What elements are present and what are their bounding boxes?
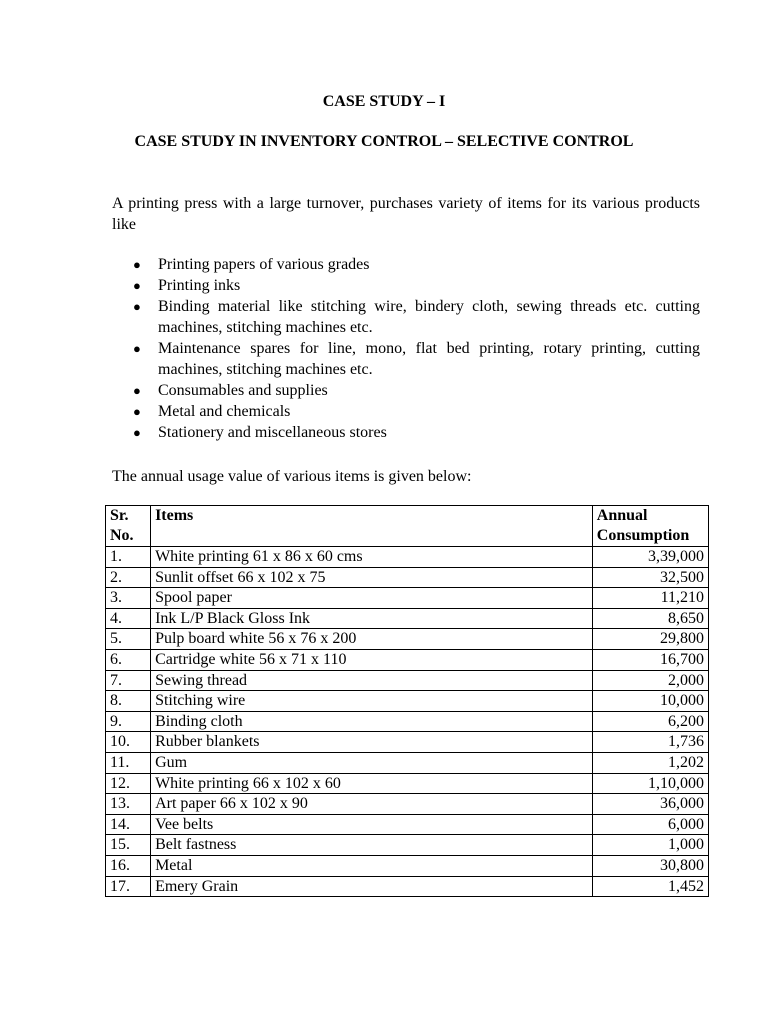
row-sr-no: 1. — [106, 547, 151, 568]
row-item-name: Sunlit offset 66 x 102 x 75 — [151, 567, 593, 588]
usage-intro: The annual usage value of various items is given below: — [112, 468, 472, 485]
bullet-icon: ● — [133, 299, 141, 314]
bullet-text: Maintenance spares for line, mono, flat bed printing, rotary printing, cutting machines, stitching machines etc. — [158, 340, 700, 378]
table-header-row — [106, 506, 709, 547]
bullet-icon: ● — [133, 425, 141, 440]
row-sr-no: 13. — [106, 794, 151, 815]
row-item-name: Pulp board white 56 x 76 x 200 — [151, 629, 593, 650]
row-sr-no: 11. — [106, 752, 151, 773]
bullet-text: Printing papers of various grades — [158, 256, 370, 273]
table-row — [106, 608, 709, 629]
bullet-icon: ● — [133, 404, 141, 419]
table-row — [106, 547, 709, 568]
table-row — [106, 835, 709, 856]
header-sr-no: Sr. No. — [106, 506, 151, 547]
row-item-name: Vee belts — [151, 814, 593, 835]
row-sr-no: 8. — [106, 691, 151, 712]
bullet-text: Consumables and supplies — [158, 382, 328, 399]
row-item-name: Rubber blankets — [151, 732, 593, 753]
row-annual-consumption: 1,736 — [592, 732, 708, 753]
annual-usage-table — [105, 505, 709, 897]
row-annual-consumption: 30,800 — [592, 855, 708, 876]
bullet-icon: ● — [133, 278, 141, 293]
bullet-item — [112, 275, 700, 296]
row-sr-no: 7. — [106, 670, 151, 691]
row-sr-no: 17. — [106, 876, 151, 897]
row-sr-no: 10. — [106, 732, 151, 753]
row-annual-consumption: 16,700 — [592, 649, 708, 670]
table-row — [106, 629, 709, 650]
case-study-subtitle: CASE STUDY IN INVENTORY CONTROL – SELECTIVE CONTROL — [134, 133, 634, 150]
row-annual-consumption: 1,202 — [592, 752, 708, 773]
row-sr-no: 2. — [106, 567, 151, 588]
bullet-text: Printing inks — [158, 277, 241, 294]
bullet-icon: ● — [133, 257, 141, 272]
row-sr-no: 14. — [106, 814, 151, 835]
bullet-icon: ● — [133, 341, 141, 356]
row-annual-consumption: 8,650 — [592, 608, 708, 629]
row-annual-consumption: 11,210 — [592, 588, 708, 609]
table-row — [106, 773, 709, 794]
bullet-item — [112, 296, 700, 338]
row-annual-consumption: 1,452 — [592, 876, 708, 897]
table-row — [106, 732, 709, 753]
row-sr-no: 12. — [106, 773, 151, 794]
table-row — [106, 814, 709, 835]
row-sr-no: 16. — [106, 855, 151, 876]
case-study-title: CASE STUDY – I — [322, 93, 446, 110]
row-sr-no: 15. — [106, 835, 151, 856]
table-row — [106, 711, 709, 732]
row-item-name: Metal — [151, 855, 593, 876]
bullet-text: Stationery and miscellaneous stores — [158, 424, 387, 441]
table-row — [106, 691, 709, 712]
bullet-icon: ● — [133, 383, 141, 398]
row-annual-consumption: 2,000 — [592, 670, 708, 691]
table-row — [106, 649, 709, 670]
bullet-item — [112, 254, 700, 275]
row-annual-consumption: 10,000 — [592, 691, 708, 712]
row-item-name: Gum — [151, 752, 593, 773]
bullet-text: Binding material like stitching wire, bindery cloth, sewing threads etc. cutting machines, stitching machines etc. — [158, 298, 700, 336]
row-annual-consumption: 6,200 — [592, 711, 708, 732]
table-row — [106, 567, 709, 588]
bullet-text: Metal and chemicals — [158, 403, 291, 420]
row-annual-consumption: 32,500 — [592, 567, 708, 588]
row-item-name: Spool paper — [151, 588, 593, 609]
table-row — [106, 588, 709, 609]
row-sr-no: 6. — [106, 649, 151, 670]
row-item-name: Sewing thread — [151, 670, 593, 691]
row-sr-no: 5. — [106, 629, 151, 650]
product-bullet-list — [112, 254, 700, 443]
table-row — [106, 752, 709, 773]
header-annual-consumption: Annual Consumption — [592, 506, 708, 547]
bullet-item — [112, 338, 700, 380]
row-item-name: Art paper 66 x 102 x 90 — [151, 794, 593, 815]
row-item-name: Cartridge white 56 x 71 x 110 — [151, 649, 593, 670]
row-annual-consumption: 36,000 — [592, 794, 708, 815]
header-items: Items — [151, 506, 593, 547]
row-sr-no: 4. — [106, 608, 151, 629]
table-row — [106, 855, 709, 876]
row-annual-consumption: 1,000 — [592, 835, 708, 856]
row-annual-consumption: 3,39,000 — [592, 547, 708, 568]
row-item-name: Stitching wire — [151, 691, 593, 712]
row-sr-no: 3. — [106, 588, 151, 609]
row-annual-consumption: 1,10,000 — [592, 773, 708, 794]
table-row — [106, 876, 709, 897]
row-item-name: Belt fastness — [151, 835, 593, 856]
row-item-name: Ink L/P Black Gloss Ink — [151, 608, 593, 629]
row-annual-consumption: 29,800 — [592, 629, 708, 650]
intro-paragraph: A printing press with a large turnover, purchases variety of items for its various products like — [112, 195, 700, 233]
row-annual-consumption: 6,000 — [592, 814, 708, 835]
table-row — [106, 794, 709, 815]
row-sr-no: 9. — [106, 711, 151, 732]
table-row — [106, 670, 709, 691]
row-item-name: Emery Grain — [151, 876, 593, 897]
bullet-item — [112, 401, 700, 422]
row-item-name: Binding cloth — [151, 711, 593, 732]
row-item-name: White printing 66 x 102 x 60 — [151, 773, 593, 794]
row-item-name: White printing 61 x 86 x 60 cms — [151, 547, 593, 568]
bullet-item — [112, 422, 700, 443]
table-body — [106, 547, 709, 897]
bullet-item — [112, 380, 700, 401]
